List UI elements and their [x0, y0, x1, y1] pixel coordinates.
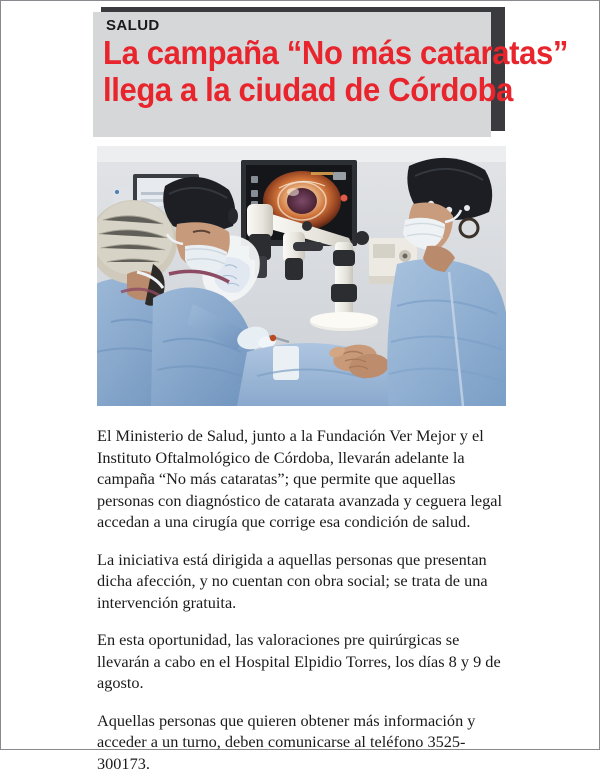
surgery-scene-illustration: [97, 146, 506, 406]
headline-panel: [93, 12, 491, 137]
headline-line-1: La campaña “No más cataratas”: [103, 34, 464, 71]
headline-block: [93, 7, 505, 137]
headline-line-2: llega a la ciudad de Córdoba: [103, 71, 464, 108]
page-title: [103, 34, 464, 108]
article-paragraph-1: El Ministerio de Salud, junto a la Fundación Ver Mejor y el Instituto Oftalmológico de Córdoba, llevarán adelante la campaña “No más cataratas”; que permite que aquellas personas con diagnóstico de catarata avanzada y ceguera legal accedan a una cirugía que corrige esa condición de salud.: [97, 425, 509, 533]
article-body: [97, 425, 509, 774]
article-photo: [97, 146, 506, 406]
article-paragraph-2: La iniciativa está dirigida a aquellas personas que presentan dicha afección, y no cuentan con obra social; se trata de una intervención gratuita.: [97, 549, 509, 614]
article-paragraph-4: Aquellas personas que quieren obtener más información y acceder a un turno, deben comunicarse al teléfono 3525-300173.: [97, 710, 509, 774]
section-kicker: SALUD: [106, 18, 160, 33]
article-paragraph-3: En esta oportunidad, las valoraciones pre quirúrgicas se llevarán a cabo en el Hospital Elpidio Torres, los días 8 y 9 de agosto.: [97, 629, 509, 694]
